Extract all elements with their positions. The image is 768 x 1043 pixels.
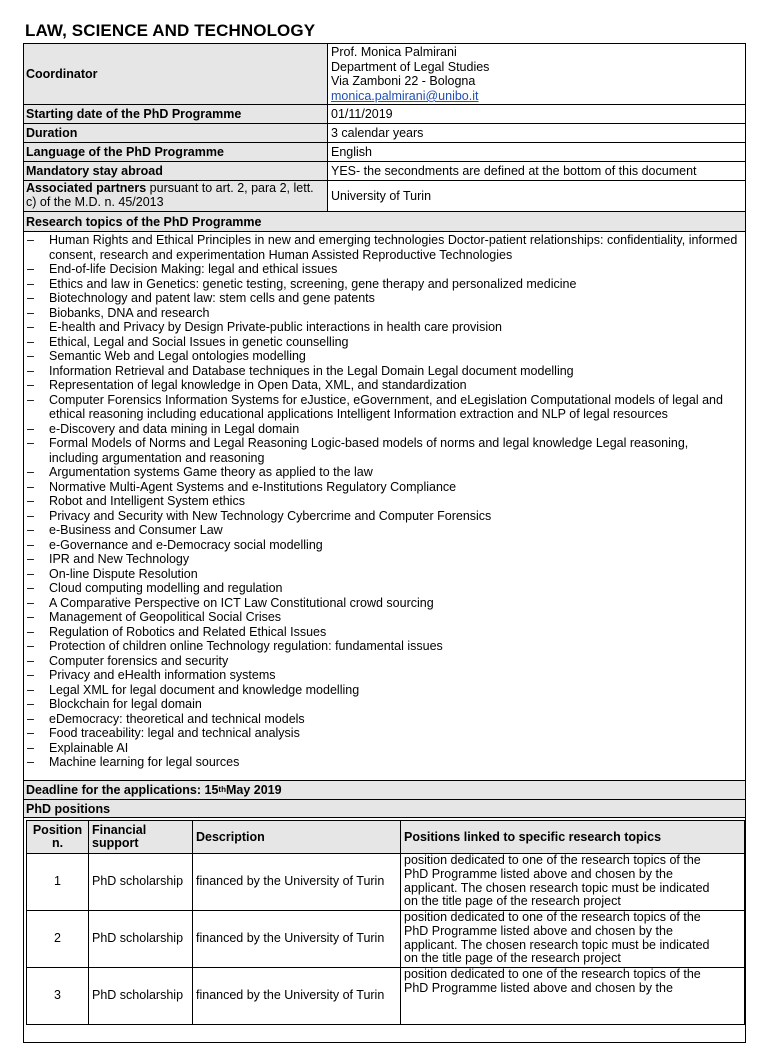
research-topic-text: E-health and Privacy by Design Private-public interactions in health care provision [49,320,503,334]
research-topic-text: Semantic Web and Legal ontologies modelling [49,349,306,363]
research-topic-text: Argumentation systems Game theory as applied to the law [49,465,373,479]
research-topic-item [24,668,745,683]
dash-bullet: – [27,276,34,291]
dash-bullet: – [27,740,34,755]
research-topic-item [24,596,745,611]
research-topic-text: e-Discovery and data mining in Legal domain [49,421,300,436]
research-topic-item [24,480,745,495]
deadline-row: Deadline for the applications: 15 th May 2019 [24,781,745,800]
info-label: Starting date of the PhD Programme [24,105,328,123]
note-line: PhD Programme listed above and chosen by the [404,923,673,938]
research-topic-text: A Comparative Perspective on ICT Law Constitutional crowd sourcing [49,595,434,610]
research-topic-text: e-Governance and e-Democracy social modelling [49,537,323,552]
column-header-description: Description [193,821,401,854]
research-topic-item [24,262,745,277]
positions-header-row [27,821,745,854]
dash-bullet: – [27,421,34,436]
research-topic-item [24,422,745,437]
position-description: financed by the University of Turin [193,911,401,968]
research-topic-text: Legal XML for legal document and knowledge modelling [49,682,360,697]
research-topic-item [24,306,745,321]
research-topic-item [24,233,745,262]
info-row-language [24,143,745,162]
column-header-position: Position n. [27,821,89,854]
page-title: LAW, SCIENCE AND TECHNOLOGY [25,21,316,40]
research-topic-text: End-of-life Decision Making: legal and ethical issues [49,262,338,276]
note-line: on the title page of the research project [404,894,621,909]
associated-partners-label-bold: Associated partners [26,181,147,195]
info-label: Duration [24,124,328,142]
dash-bullet: – [27,363,34,378]
research-topic-text: Computer Forensics Information Systems for eJustice, eGovernment, and eLegislation Computational models of legal and ethical reasoning including educational applications Intelligent Information extraction and NLP of legal resources [49,392,723,421]
coordinator-value [329,44,745,104]
research-topic-text: eDemocracy: theoretical and technical models [49,711,305,726]
coordinator-row [24,44,745,105]
research-topic-item [24,494,745,509]
research-topic-item [24,509,745,524]
dash-bullet: – [27,552,34,566]
note-line: position dedicated to one of the research topics of the [404,853,701,867]
research-topic-item [24,755,745,770]
info-label: Mandatory stay abroad [24,162,328,180]
research-topic-item [24,320,745,335]
column-header-linked-topics: Positions linked to specific research topics [401,821,745,854]
research-topic-text: Protection of children online Technology regulation: fundamental issues [49,639,443,653]
position-row [27,968,745,1025]
dash-bullet: – [27,465,34,479]
dash-bullet: – [27,610,34,624]
coordinator-label: Coordinator [24,44,328,104]
research-topics-list [24,232,745,781]
coordinator-address: Via Zamboni 22 - Bologna [331,74,476,89]
research-topic-item [24,538,745,553]
info-value: 3 calendar years [331,126,424,140]
dash-bullet: – [27,233,34,247]
research-topic-text: On-line Dispute Resolution [49,566,198,581]
research-topic-text: Explainable AI [49,740,129,755]
research-topic-text: Formal Models of Norms and Legal Reasoning Logic-based models of norms and legal knowledge Legal reasoning, including argumentation and reasoning [49,436,689,465]
dash-bullet: – [27,697,34,711]
position-number: 1 [27,854,89,911]
position-description: financed by the University of Turin [193,968,401,1025]
associated-partners-label [24,181,328,211]
position-row [27,911,745,968]
deadline-month: May 2019 [225,783,282,797]
research-topic-item [24,335,745,350]
financial-support: PhD scholarship [89,968,193,1025]
financial-support: PhD scholarship [89,854,193,911]
research-topic-item [24,552,745,567]
note-line: applicant. The chosen research topic must be indicated [404,937,710,952]
dash-bullet: – [27,537,34,552]
research-topic-item [24,654,745,669]
note-line: on the title page of the research project [404,951,621,966]
research-topic-item [24,465,745,480]
linked-topics-note [401,968,745,1025]
dash-bullet: – [27,595,34,610]
research-topic-item [24,741,745,756]
research-topic-item [24,610,745,625]
dash-bullet: – [27,711,34,726]
note-line: position dedicated to one of the research topics of the [404,910,701,924]
coordinator-email-link[interactable]: monica.palmirani@unibo.it [331,88,479,103]
info-value: 01/11/2019 [331,107,393,121]
research-topic-text: Biotechnology and patent law: stem cells and gene patents [49,291,375,305]
dash-bullet: – [27,581,34,595]
research-topic-text: Robot and Intelligent System ethics [49,494,245,508]
dash-bullet: – [27,305,34,320]
coordinator-department: Department of Legal Studies [331,59,490,74]
research-topic-item [24,436,745,465]
dash-bullet: – [27,566,34,581]
dash-bullet: – [27,624,34,639]
note-line: PhD Programme listed above and chosen by the [404,866,673,881]
phd-positions-heading: PhD positions [24,800,745,818]
info-label: Language of the PhD Programme [24,143,328,161]
associated-partners-row [24,181,745,212]
position-description: financed by the University of Turin [193,854,401,911]
dash-bullet: – [27,392,34,407]
dash-bullet: – [27,378,34,392]
research-topic-text: Biobanks, DNA and research [49,305,210,320]
dash-bullet: – [27,755,34,769]
dash-bullet: – [27,334,34,349]
research-topic-text: Computer forensics and security [49,653,229,668]
info-row-starting-date [24,105,745,124]
research-topic-item [24,523,745,538]
dash-bullet: – [27,726,34,740]
research-topic-text: Privacy and Security with New Technology Cybercrime and Computer Forensics [49,508,492,523]
deadline-text: Deadline for the applications: 15 [26,783,219,797]
dash-bullet: – [27,349,34,363]
position-number: 2 [27,911,89,968]
dash-bullet: – [27,436,34,450]
research-topic-text: e-Business and Consumer Law [49,523,223,537]
note-line: applicant. The chosen research topic must be indicated [404,880,710,895]
column-header-financial-support: Financial support [89,821,193,854]
dash-bullet: – [27,523,34,537]
note-line: PhD Programme listed above and chosen by the [404,980,673,995]
research-topic-text: Management of Geopolitical Social Crises [49,610,282,624]
research-topic-text: IPR and New Technology [49,552,190,566]
note-line: position dedicated to one of the research topics of the [404,967,701,981]
research-topic-text: Human Rights and Ethical Principles in new and emerging technologies Doctor-patient relationships: confidentiality, informed consent, research and experimentation Human Assisted Reproductive Technologies [49,233,738,262]
info-row-mandatory-stay [24,162,745,181]
research-topic-item [24,349,745,364]
research-topic-item [24,726,745,741]
programme-table [23,43,746,1043]
research-topic-item [24,683,745,698]
research-topic-item [24,364,745,379]
research-topic-item [24,393,745,422]
dash-bullet: – [27,668,34,682]
linked-topics-note [401,854,745,911]
research-topic-text: Ethics and law in Genetics: genetic testing, screening, gene therapy and personalized medicine [49,276,577,291]
research-topic-text: Machine learning for legal sources [49,755,240,769]
position-number: 3 [27,968,89,1025]
research-topic-text: Regulation of Robotics and Related Ethical Issues [49,624,327,639]
dash-bullet: – [27,291,34,305]
research-topic-item [24,712,745,727]
research-topic-text: Representation of legal knowledge in Open Data, XML, and standardization [49,378,467,392]
research-topic-item [24,697,745,712]
associated-partners-value: University of Turin [331,189,432,203]
research-topic-text: Information Retrieval and Database techniques in the Legal Domain Legal document modelling [49,363,574,378]
research-topic-text: Blockchain for legal domain [49,697,202,711]
dash-bullet: – [27,479,34,494]
associated-partners-label-rest: pursuant to art. 2, para 2, lett. c) of the M.D. n. 45/2013 [26,181,314,209]
dash-bullet: – [27,320,34,334]
research-topics-heading: Research topics of the PhD Programme [24,212,745,232]
research-topic-text: Cloud computing modelling and regulation [49,581,283,595]
linked-topics-note [401,911,745,968]
dash-bullet: – [27,508,34,523]
dash-bullet: – [27,653,34,668]
info-row-duration [24,124,745,143]
research-topic-item [24,277,745,292]
positions-body [27,854,745,1025]
research-topic-item [24,639,745,654]
research-topic-text: Privacy and eHealth information systems [49,668,276,682]
dash-bullet: – [27,494,34,508]
research-topic-item [24,291,745,306]
coordinator-name: Prof. Monica Palmirani [331,45,457,59]
position-row [27,854,745,911]
research-topic-text: Food traceability: legal and technical analysis [49,726,300,740]
research-topic-item [24,581,745,596]
dash-bullet: – [27,262,34,276]
research-topic-item [24,567,745,582]
info-value: English [331,145,372,159]
financial-support: PhD scholarship [89,911,193,968]
info-value: YES- the secondments are defined at the bottom of this document [331,164,697,178]
research-topic-text: Ethical, Legal and Social Issues in genetic counselling [49,334,349,349]
research-topic-item [24,625,745,640]
research-topic-text: Normative Multi-Agent Systems and e-Institutions Regulatory Compliance [49,479,457,494]
dash-bullet: – [27,682,34,697]
research-topic-item [24,378,745,393]
dash-bullet: – [27,639,34,653]
phd-positions-table [26,820,745,1025]
